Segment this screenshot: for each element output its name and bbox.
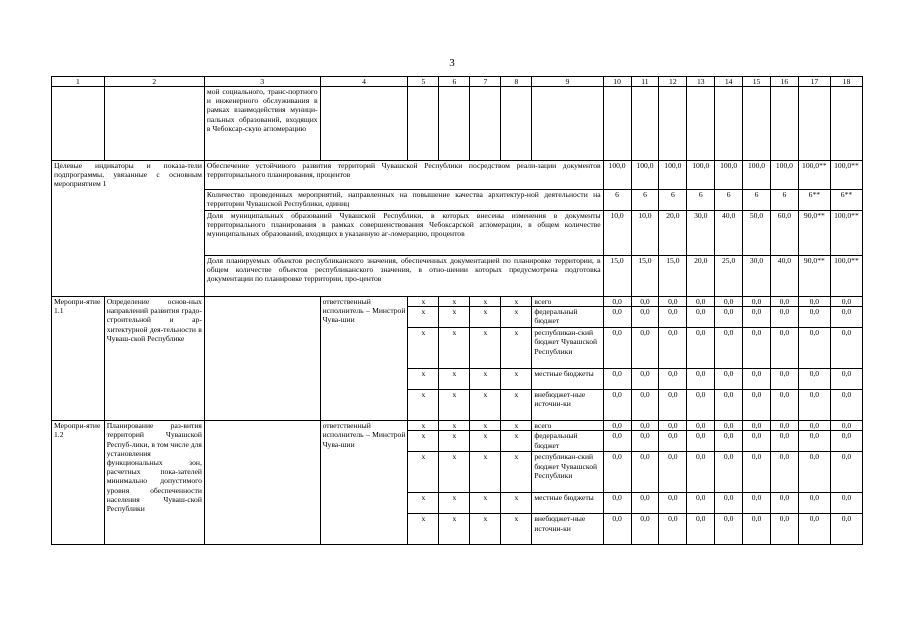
source-value: 0,0	[798, 297, 830, 307]
source-value: 0,0	[770, 390, 798, 421]
source-value: 0,0	[830, 390, 862, 421]
empty-cell	[532, 87, 603, 161]
source-value: 0,0	[659, 369, 687, 390]
source-value: 0,0	[830, 328, 862, 369]
source-value: 0,0	[830, 452, 862, 493]
empty-cell	[501, 87, 532, 161]
source-label: федеральный бюджет	[532, 307, 603, 328]
empty-cell	[204, 421, 320, 545]
source-value: 0,0	[798, 493, 830, 514]
indicator-value: 100,0**	[798, 161, 830, 190]
source-value: 0,0	[659, 493, 687, 514]
source-value: 0,0	[631, 369, 659, 390]
source-value: 0,0	[659, 452, 687, 493]
header-cell: 2	[104, 77, 204, 87]
x-mark: x	[470, 390, 501, 421]
source-value: 0,0	[687, 431, 715, 452]
source-value: 0,0	[631, 328, 659, 369]
indicator-text: Доля планируемых объектов республиканского значения, обеспеченных документацией по планировке территории, в общем количестве объектов республиканского значения, в отно-шении которых предусмотрена подготовка документации по планировке территории, про-центов	[204, 256, 603, 297]
source-row	[52, 297, 863, 307]
empty-cell	[439, 87, 470, 161]
source-value: 0,0	[715, 421, 743, 431]
indicator-value: 6	[715, 190, 743, 211]
source-value: 0,0	[798, 431, 830, 452]
source-value: 0,0	[715, 369, 743, 390]
x-mark: x	[408, 297, 439, 307]
source-value: 0,0	[631, 307, 659, 328]
source-value: 0,0	[743, 514, 771, 545]
indicator-value: 100,0	[715, 161, 743, 190]
source-label: федеральный бюджет	[532, 431, 603, 452]
header-cell: 15	[743, 77, 771, 87]
x-mark: x	[439, 307, 470, 328]
indicator-value: 90,0**	[798, 256, 830, 297]
source-value: 0,0	[603, 452, 631, 493]
indicators-label: Целевые индикаторы и показа-тели подпрограммы, увязанные с основным мероприятием 1	[52, 161, 205, 297]
source-value: 0,0	[770, 431, 798, 452]
source-value: 0,0	[715, 328, 743, 369]
source-value: 0,0	[715, 431, 743, 452]
empty-cell	[104, 87, 204, 161]
empty-cell	[204, 297, 320, 421]
x-mark: x	[470, 431, 501, 452]
measure-executor: ответственный исполнитель – Минстрой Чува-шии	[320, 297, 408, 421]
source-value: 0,0	[798, 328, 830, 369]
x-mark: x	[501, 493, 532, 514]
source-value: 0,0	[743, 328, 771, 369]
source-value: 0,0	[743, 307, 771, 328]
x-mark: x	[501, 452, 532, 493]
empty-cell	[408, 87, 439, 161]
source-value: 0,0	[631, 514, 659, 545]
x-mark: x	[408, 452, 439, 493]
x-mark: x	[501, 307, 532, 328]
measure-name: Меропри-ятие 1.1	[52, 297, 105, 421]
source-value: 0,0	[631, 452, 659, 493]
x-mark: x	[470, 328, 501, 369]
x-mark: x	[470, 514, 501, 545]
source-value: 0,0	[743, 431, 771, 452]
header-cell: 3	[204, 77, 320, 87]
x-mark: x	[501, 328, 532, 369]
indicator-value: 6	[631, 190, 659, 211]
source-value: 0,0	[687, 452, 715, 493]
header-cell: 16	[770, 77, 798, 87]
source-value: 0,0	[715, 493, 743, 514]
source-label: местные бюджеты	[532, 369, 603, 390]
indicator-text: Доля муниципальных образований Чувашской Республики, в которых внесены изменения в документы территориального планирования в рамках совершенствования Чебоксарской агломерации, в общем количестве муниципальных образований, входящих в указанную аг-ломерацию, процентов	[204, 211, 603, 256]
empty-cell	[743, 87, 771, 161]
source-value: 0,0	[798, 514, 830, 545]
indicator-value: 100,0**	[830, 256, 862, 297]
source-value: 0,0	[770, 297, 798, 307]
source-label: всего	[532, 297, 603, 307]
source-value: 0,0	[770, 307, 798, 328]
x-mark: x	[470, 452, 501, 493]
source-value: 0,0	[659, 328, 687, 369]
header-cell: 9	[532, 77, 603, 87]
source-value: 0,0	[631, 431, 659, 452]
source-value: 0,0	[687, 307, 715, 328]
source-value: 0,0	[743, 297, 771, 307]
source-value: 0,0	[830, 421, 862, 431]
source-value: 0,0	[631, 493, 659, 514]
indicator-value: 6	[770, 190, 798, 211]
source-value: 0,0	[830, 493, 862, 514]
x-mark: x	[501, 421, 532, 431]
source-value: 0,0	[603, 297, 631, 307]
empty-cell	[687, 87, 715, 161]
x-mark: x	[439, 493, 470, 514]
header-cell: 7	[470, 77, 501, 87]
source-value: 0,0	[659, 431, 687, 452]
indicator-value: 40,0	[770, 256, 798, 297]
source-value: 0,0	[659, 514, 687, 545]
indicator-text: Количество проведенных мероприятий, направленных на повышение качества архитектур-ной деятельности на территории Чувашской Республики, единиц	[204, 190, 603, 211]
header-cell: 1	[52, 77, 105, 87]
header-cell: 6	[439, 77, 470, 87]
source-value: 0,0	[715, 514, 743, 545]
source-value: 0,0	[798, 307, 830, 328]
source-value: 0,0	[830, 307, 862, 328]
source-value: 0,0	[687, 390, 715, 421]
indicator-value: 6	[659, 190, 687, 211]
x-mark: x	[470, 307, 501, 328]
source-value: 0,0	[659, 390, 687, 421]
source-value: 0,0	[603, 514, 631, 545]
indicator-text: Обеспечение устойчивого развития территорий Чувашской Республики посредством реали-зации документов территориального планирования, процентов	[204, 161, 603, 190]
source-value: 0,0	[830, 297, 862, 307]
source-value: 0,0	[687, 493, 715, 514]
x-mark: x	[408, 328, 439, 369]
source-value: 0,0	[770, 514, 798, 545]
source-value: 0,0	[770, 328, 798, 369]
source-value: 0,0	[603, 493, 631, 514]
source-value: 0,0	[743, 452, 771, 493]
indicator-value: 10,0	[631, 211, 659, 256]
source-value: 0,0	[798, 452, 830, 493]
x-mark: x	[470, 421, 501, 431]
source-label: внебюджет-ные источни-ки	[532, 390, 603, 421]
indicator-value: 25,0	[715, 256, 743, 297]
x-mark: x	[470, 369, 501, 390]
indicator-value: 15,0	[603, 256, 631, 297]
x-mark: x	[408, 431, 439, 452]
source-label: всего	[532, 421, 603, 431]
header-cell: 12	[659, 77, 687, 87]
source-value: 0,0	[631, 421, 659, 431]
source-value: 0,0	[715, 307, 743, 328]
indicator-value: 40,0	[715, 211, 743, 256]
header-cell: 17	[798, 77, 830, 87]
source-value: 0,0	[603, 369, 631, 390]
header-cell: 18	[830, 77, 862, 87]
header-cell: 14	[715, 77, 743, 87]
indicator-value: 10,0	[603, 211, 631, 256]
indicator-value: 6**	[830, 190, 862, 211]
source-value: 0,0	[743, 390, 771, 421]
empty-cell	[52, 87, 105, 161]
x-mark: x	[408, 369, 439, 390]
x-mark: x	[501, 431, 532, 452]
continuation-row	[52, 87, 863, 161]
indicator-value: 100,0	[743, 161, 771, 190]
source-value: 0,0	[830, 514, 862, 545]
continuation-text: мой социального, транс-портного и инженерного обслуживания в рамках взаимодействия муници-пальных образований, входящих в Чебоксар-скую агломерацию	[204, 87, 320, 161]
indicator-value: 100,0	[631, 161, 659, 190]
x-mark: x	[501, 369, 532, 390]
x-mark: x	[439, 514, 470, 545]
source-value: 0,0	[715, 452, 743, 493]
source-value: 0,0	[743, 421, 771, 431]
empty-cell	[470, 87, 501, 161]
header-row	[52, 77, 863, 87]
empty-cell	[770, 87, 798, 161]
empty-cell	[659, 87, 687, 161]
empty-cell	[603, 87, 631, 161]
source-value: 0,0	[659, 307, 687, 328]
empty-cell	[715, 87, 743, 161]
indicator-value: 15,0	[659, 256, 687, 297]
x-mark: x	[501, 297, 532, 307]
source-value: 0,0	[687, 328, 715, 369]
measure-title: Планирование раз-вития территорий Чувашской Респуб-лики, в том числе для установления функциональных зон, расчетных пока-зателей минимально допустимого уровня обеспеченности населения Чуваш-ской Республики	[104, 421, 204, 545]
indicator-row	[52, 161, 863, 190]
header-cell: 13	[687, 77, 715, 87]
source-value: 0,0	[715, 297, 743, 307]
x-mark: x	[408, 514, 439, 545]
source-value: 0,0	[631, 297, 659, 307]
x-mark: x	[439, 369, 470, 390]
x-mark: x	[470, 297, 501, 307]
indicator-value: 30,0	[743, 256, 771, 297]
indicator-value: 60,0	[770, 211, 798, 256]
indicator-value: 20,0	[687, 256, 715, 297]
source-value: 0,0	[631, 390, 659, 421]
source-label: республикан-ский бюджет Чувашской Республики	[532, 452, 603, 493]
source-value: 0,0	[687, 514, 715, 545]
indicator-value: 100,0	[659, 161, 687, 190]
header-cell: 8	[501, 77, 532, 87]
x-mark: x	[439, 390, 470, 421]
source-value: 0,0	[770, 421, 798, 431]
x-mark: x	[439, 431, 470, 452]
indicator-value: 30,0	[687, 211, 715, 256]
indicator-value: 6	[687, 190, 715, 211]
header-cell: 4	[320, 77, 408, 87]
x-mark: x	[408, 307, 439, 328]
source-label: местные бюджеты	[532, 493, 603, 514]
program-table	[51, 76, 863, 545]
indicator-value: 6	[603, 190, 631, 211]
x-mark: x	[408, 493, 439, 514]
source-value: 0,0	[770, 369, 798, 390]
x-mark: x	[470, 493, 501, 514]
source-value: 0,0	[830, 431, 862, 452]
source-value: 0,0	[770, 452, 798, 493]
source-value: 0,0	[687, 369, 715, 390]
source-value: 0,0	[603, 307, 631, 328]
source-value: 0,0	[743, 369, 771, 390]
source-value: 0,0	[743, 493, 771, 514]
source-value: 0,0	[603, 328, 631, 369]
source-value: 0,0	[603, 431, 631, 452]
source-row	[52, 421, 863, 431]
x-mark: x	[408, 390, 439, 421]
source-value: 0,0	[798, 390, 830, 421]
measure-title: Определение основ-ных направлений развития градо-строительной и ар-хитектурной дея-тельности в Чуваш-ской Республике	[104, 297, 204, 421]
measure-name: Меропри-ятие 1.2	[52, 421, 105, 545]
source-value: 0,0	[659, 297, 687, 307]
source-value: 0,0	[687, 297, 715, 307]
measure-executor: ответственный исполнитель – Минстрой Чува-шии	[320, 421, 408, 545]
indicator-value: 6**	[798, 190, 830, 211]
source-label: республикан-ский бюджет Чувашской Республики	[532, 328, 603, 369]
indicator-value: 100,0	[770, 161, 798, 190]
source-value: 0,0	[603, 390, 631, 421]
indicator-value: 20,0	[659, 211, 687, 256]
x-mark: x	[439, 328, 470, 369]
x-mark: x	[439, 421, 470, 431]
source-label: внебюджет-ные источни-ки	[532, 514, 603, 545]
indicator-value: 50,0	[743, 211, 771, 256]
source-value: 0,0	[770, 493, 798, 514]
indicator-value: 90,0**	[798, 211, 830, 256]
x-mark: x	[501, 390, 532, 421]
source-value: 0,0	[715, 390, 743, 421]
source-value: 0,0	[798, 369, 830, 390]
source-value: 0,0	[798, 421, 830, 431]
indicator-value: 100,0**	[830, 211, 862, 256]
empty-cell	[320, 87, 408, 161]
header-cell: 5	[408, 77, 439, 87]
indicator-value: 15,0	[631, 256, 659, 297]
indicator-value: 100,0**	[830, 161, 862, 190]
indicator-value: 100,0	[687, 161, 715, 190]
x-mark: x	[408, 421, 439, 431]
empty-cell	[798, 87, 830, 161]
empty-cell	[830, 87, 862, 161]
x-mark: x	[501, 514, 532, 545]
source-value: 0,0	[603, 421, 631, 431]
page-number: 3	[449, 57, 455, 69]
source-value: 0,0	[659, 421, 687, 431]
header-cell: 10	[603, 77, 631, 87]
header-cell: 11	[631, 77, 659, 87]
empty-cell	[631, 87, 659, 161]
indicator-value: 6	[743, 190, 771, 211]
indicator-value: 100,0	[603, 161, 631, 190]
source-value: 0,0	[830, 369, 862, 390]
source-value: 0,0	[687, 421, 715, 431]
x-mark: x	[439, 297, 470, 307]
x-mark: x	[439, 452, 470, 493]
